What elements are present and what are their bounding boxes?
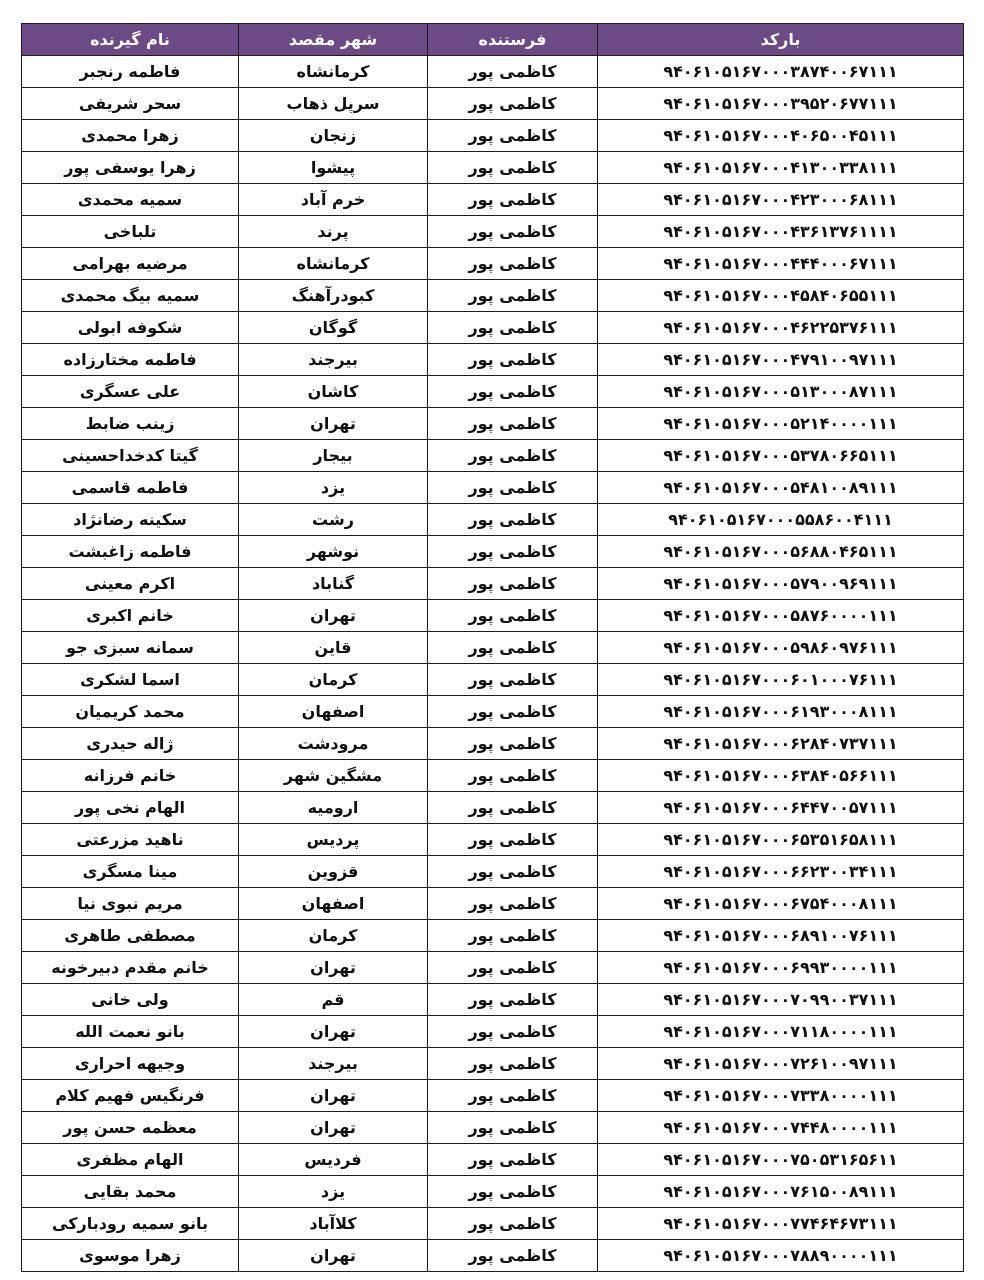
destination-city-cell: زنجان (239, 120, 428, 152)
sender-cell: کاظمی پور (428, 1176, 598, 1208)
header-recipient-name: نام گیرنده (22, 24, 239, 56)
sender-cell: کاظمی پور (428, 568, 598, 600)
destination-city-cell: سرپل ذهاب (239, 88, 428, 120)
barcode-cell: ۹۴۰۶۱۰۵۱۶۷۰۰۰۴۳۶۱۳۷۶۱۱۱۱ (598, 216, 964, 248)
barcode-cell: ۹۴۰۶۱۰۵۱۶۷۰۰۰۶۱۹۳۰۰۰۸۱۱۱ (598, 696, 964, 728)
barcode-cell: ۹۴۰۶۱۰۵۱۶۷۰۰۰۵۸۷۶۰۰۰۰۱۱۱ (598, 600, 964, 632)
barcode-cell: ۹۴۰۶۱۰۵۱۶۷۰۰۰۴۷۹۱۰۰۹۷۱۱۱ (598, 344, 964, 376)
destination-city-cell: کرمانشاه (239, 56, 428, 88)
barcode-cell: ۹۴۰۶۱۰۵۱۶۷۰۰۰۵۹۸۶۰۹۷۶۱۱۱ (598, 632, 964, 664)
recipient-name-cell: وجیهه احراری (22, 1048, 239, 1080)
table-row (22, 920, 964, 952)
recipient-name-cell: تلباخی (22, 216, 239, 248)
barcode-cell: ۹۴۰۶۱۰۵۱۶۷۰۰۰۶۸۹۱۰۰۷۶۱۱۱ (598, 920, 964, 952)
barcode-cell: ۹۴۰۶۱۰۵۱۶۷۰۰۰۶۰۱۰۰۰۷۶۱۱۱ (598, 664, 964, 696)
sender-cell: کاظمی پور (428, 1048, 598, 1080)
sender-cell: کاظمی پور (428, 920, 598, 952)
recipient-name-cell: سمانه سبزی جو (22, 632, 239, 664)
sender-cell: کاظمی پور (428, 440, 598, 472)
table-row (22, 344, 964, 376)
recipient-name-cell: خانم فرزانه (22, 760, 239, 792)
sender-cell: کاظمی پور (428, 728, 598, 760)
table-row (22, 792, 964, 824)
table-row (22, 824, 964, 856)
barcode-cell: ۹۴۰۶۱۰۵۱۶۷۰۰۰۵۶۸۸۰۴۶۵۱۱۱ (598, 536, 964, 568)
table-row (22, 1016, 964, 1048)
sender-cell: کاظمی پور (428, 760, 598, 792)
barcode-cell: ۹۴۰۶۱۰۵۱۶۷۰۰۰۷۵۰۵۳۱۶۵۶۱۱ (598, 1144, 964, 1176)
table-row (22, 184, 964, 216)
sender-cell: کاظمی پور (428, 56, 598, 88)
shipments-table (21, 23, 964, 1272)
barcode-cell: ۹۴۰۶۱۰۵۱۶۷۰۰۰۴۵۸۴۰۶۵۵۱۱۱ (598, 280, 964, 312)
recipient-name-cell: شکوفه ابولی (22, 312, 239, 344)
sender-cell: کاظمی پور (428, 1112, 598, 1144)
barcode-cell: ۹۴۰۶۱۰۵۱۶۷۰۰۰۵۴۸۱۰۰۸۹۱۱۱ (598, 472, 964, 504)
destination-city-cell: کبودرآهنگ (239, 280, 428, 312)
destination-city-cell: گناباد (239, 568, 428, 600)
barcode-cell: ۹۴۰۶۱۰۵۱۶۷۰۰۰۶۳۸۴۰۵۶۶۱۱۱ (598, 760, 964, 792)
recipient-name-cell: اکرم معینی (22, 568, 239, 600)
table-row (22, 1080, 964, 1112)
table-row (22, 1048, 964, 1080)
recipient-name-cell: مینا مسگری (22, 856, 239, 888)
sender-cell: کاظمی پور (428, 88, 598, 120)
sender-cell: کاظمی پور (428, 952, 598, 984)
sender-cell: کاظمی پور (428, 1240, 598, 1272)
destination-city-cell: تهران (239, 1112, 428, 1144)
sender-cell: کاظمی پور (428, 824, 598, 856)
table-row (22, 600, 964, 632)
recipient-name-cell: زینب ضابط (22, 408, 239, 440)
sender-cell: کاظمی پور (428, 344, 598, 376)
barcode-cell: ۹۴۰۶۱۰۵۱۶۷۰۰۰۴۲۳۰۰۰۶۸۱۱۱ (598, 184, 964, 216)
recipient-name-cell: فاطمه قاسمی (22, 472, 239, 504)
barcode-cell: ۹۴۰۶۱۰۵۱۶۷۰۰۰۶۶۲۳۰۰۳۴۱۱۱ (598, 856, 964, 888)
barcode-cell: ۹۴۰۶۱۰۵۱۶۷۰۰۰۷۳۳۸۰۰۰۰۱۱۱ (598, 1080, 964, 1112)
table-row (22, 312, 964, 344)
recipient-name-cell: بانو نعمت الله (22, 1016, 239, 1048)
barcode-cell: ۹۴۰۶۱۰۵۱۶۷۰۰۰۷۰۹۹۰۰۳۷۱۱۱ (598, 984, 964, 1016)
sender-cell: کاظمی پور (428, 504, 598, 536)
destination-city-cell: پیشوا (239, 152, 428, 184)
table-row (22, 440, 964, 472)
table-row (22, 696, 964, 728)
header-row (22, 24, 964, 56)
table-row (22, 856, 964, 888)
barcode-cell: ۹۴۰۶۱۰۵۱۶۷۰۰۰۷۲۶۱۰۰۹۷۱۱۱ (598, 1048, 964, 1080)
table-row (22, 472, 964, 504)
sender-cell: کاظمی پور (428, 792, 598, 824)
destination-city-cell: تهران (239, 952, 428, 984)
sender-cell: کاظمی پور (428, 888, 598, 920)
table-row (22, 984, 964, 1016)
barcode-cell: ۹۴۰۶۱۰۵۱۶۷۰۰۰۶۲۸۴۰۷۳۷۱۱۱ (598, 728, 964, 760)
table-row (22, 248, 964, 280)
destination-city-cell: تهران (239, 1016, 428, 1048)
sender-cell: کاظمی پور (428, 216, 598, 248)
barcode-cell: ۹۴۰۶۱۰۵۱۶۷۰۰۰۶۴۴۷۰۰۵۷۱۱۱ (598, 792, 964, 824)
destination-city-cell: کلاآباد (239, 1208, 428, 1240)
recipient-name-cell: علی عسگری (22, 376, 239, 408)
sender-cell: کاظمی پور (428, 120, 598, 152)
table-row (22, 408, 964, 440)
table-row (22, 504, 964, 536)
destination-city-cell: کرمانشاه (239, 248, 428, 280)
recipient-name-cell: مرضیه بهرامی (22, 248, 239, 280)
table-row (22, 760, 964, 792)
barcode-cell: ۹۴۰۶۱۰۵۱۶۷۰۰۰۶۷۵۴۰۰۰۸۱۱۱ (598, 888, 964, 920)
destination-city-cell: اصفهان (239, 888, 428, 920)
header-destination-city: شهر مقصد (239, 24, 428, 56)
barcode-cell: ۹۴۰۶۱۰۵۱۶۷۰۰۰۷۸۸۹۰۰۰۰۱۱۱ (598, 1240, 964, 1272)
destination-city-cell: ارومیه (239, 792, 428, 824)
table-row (22, 376, 964, 408)
recipient-name-cell: زهرا یوسفی پور (22, 152, 239, 184)
barcode-cell: ۹۴۰۶۱۰۵۱۶۷۰۰۰۷۶۱۵۰۰۸۹۱۱۱ (598, 1176, 964, 1208)
destination-city-cell: کرمان (239, 920, 428, 952)
recipient-name-cell: ولی خانی (22, 984, 239, 1016)
recipient-name-cell: گیتا کدخداحسینی (22, 440, 239, 472)
sender-cell: کاظمی پور (428, 312, 598, 344)
destination-city-cell: بیجار (239, 440, 428, 472)
destination-city-cell: تهران (239, 1080, 428, 1112)
recipient-name-cell: مریم نبوی نیا (22, 888, 239, 920)
barcode-cell: ۹۴۰۶۱۰۵۱۶۷۰۰۰۳۹۵۲۰۶۷۷۱۱۱ (598, 88, 964, 120)
sender-cell: کاظمی پور (428, 248, 598, 280)
barcode-cell: ۹۴۰۶۱۰۵۱۶۷۰۰۰۵۳۷۸۰۶۶۵۱۱۱ (598, 440, 964, 472)
table-row (22, 888, 964, 920)
header-sender: فرستنده (428, 24, 598, 56)
sender-cell: کاظمی پور (428, 1080, 598, 1112)
barcode-cell: ۹۴۰۶۱۰۵۱۶۷۰۰۰۵۲۱۴۰۰۰۰۱۱۱ (598, 408, 964, 440)
destination-city-cell: قاین (239, 632, 428, 664)
recipient-name-cell: فاطمه مختارزاده (22, 344, 239, 376)
recipient-name-cell: سحر شریفی (22, 88, 239, 120)
barcode-cell: ۹۴۰۶۱۰۵۱۶۷۰۰۰۷۷۴۶۴۶۷۳۱۱۱ (598, 1208, 964, 1240)
sender-cell: کاظمی پور (428, 856, 598, 888)
destination-city-cell: پرند (239, 216, 428, 248)
recipient-name-cell: الهام مظفری (22, 1144, 239, 1176)
destination-city-cell: یزد (239, 1176, 428, 1208)
destination-city-cell: مرودشت (239, 728, 428, 760)
recipient-name-cell: زهرا موسوی (22, 1240, 239, 1272)
header-barcode: بارکد (598, 24, 964, 56)
sender-cell: کاظمی پور (428, 184, 598, 216)
barcode-cell: ۹۴۰۶۱۰۵۱۶۷۰۰۰۴۶۲۲۵۳۷۶۱۱۱ (598, 312, 964, 344)
destination-city-cell: تهران (239, 600, 428, 632)
destination-city-cell: رشت (239, 504, 428, 536)
table-row (22, 1144, 964, 1176)
barcode-cell: ۹۴۰۶۱۰۵۱۶۷۰۰۰۷۱۱۸۰۰۰۰۱۱۱ (598, 1016, 964, 1048)
recipient-name-cell: فاطمه رنجبر (22, 56, 239, 88)
table-row (22, 1240, 964, 1272)
recipient-name-cell: سمیه بیگ محمدی (22, 280, 239, 312)
sender-cell: کاظمی پور (428, 1144, 598, 1176)
recipient-name-cell: فاطمه زاغبشت (22, 536, 239, 568)
table-row (22, 1176, 964, 1208)
sender-cell: کاظمی پور (428, 280, 598, 312)
table-row (22, 120, 964, 152)
barcode-cell: ۹۴۰۶۱۰۵۱۶۷۰۰۰۴۴۴۰۰۰۶۷۱۱۱ (598, 248, 964, 280)
barcode-cell: ۹۴۰۶۱۰۵۱۶۷۰۰۰۶۹۹۳۰۰۰۰۱۱۱ (598, 952, 964, 984)
recipient-name-cell: سمیه محمدی (22, 184, 239, 216)
sender-cell: کاظمی پور (428, 1208, 598, 1240)
barcode-cell: ۹۴۰۶۱۰۵۱۶۷۰۰۰۴۱۳۰۰۳۳۸۱۱۱ (598, 152, 964, 184)
destination-city-cell: بیرجند (239, 1048, 428, 1080)
destination-city-cell: نوشهر (239, 536, 428, 568)
table-row (22, 664, 964, 696)
destination-city-cell: قم (239, 984, 428, 1016)
barcode-cell: ۹۴۰۶۱۰۵۱۶۷۰۰۰۵۵۸۶۰۰۴۱۱۱ (598, 504, 964, 536)
destination-city-cell: کرمان (239, 664, 428, 696)
recipient-name-cell: معظمه حسن پور (22, 1112, 239, 1144)
table-row (22, 632, 964, 664)
recipient-name-cell: الهام نخی پور (22, 792, 239, 824)
barcode-cell: ۹۴۰۶۱۰۵۱۶۷۰۰۰۵۷۹۰۰۹۶۹۱۱۱ (598, 568, 964, 600)
barcode-cell: ۹۴۰۶۱۰۵۱۶۷۰۰۰۳۸۷۴۰۰۶۷۱۱۱ (598, 56, 964, 88)
table-header (22, 24, 964, 56)
destination-city-cell: تهران (239, 408, 428, 440)
table-row (22, 280, 964, 312)
table-row (22, 88, 964, 120)
destination-city-cell: یزد (239, 472, 428, 504)
recipient-name-cell: اسما لشکری (22, 664, 239, 696)
destination-city-cell: خرم آباد (239, 184, 428, 216)
destination-city-cell: اصفهان (239, 696, 428, 728)
sender-cell: کاظمی پور (428, 632, 598, 664)
table-row (22, 152, 964, 184)
destination-city-cell: پردیس (239, 824, 428, 856)
table-row (22, 56, 964, 88)
recipient-name-cell: بانو سمیه رودبارکی (22, 1208, 239, 1240)
sender-cell: کاظمی پور (428, 408, 598, 440)
barcode-cell: ۹۴۰۶۱۰۵۱۶۷۰۰۰۴۰۶۵۰۰۴۵۱۱۱ (598, 120, 964, 152)
sender-cell: کاظمی پور (428, 696, 598, 728)
sender-cell: کاظمی پور (428, 1016, 598, 1048)
barcode-cell: ۹۴۰۶۱۰۵۱۶۷۰۰۰۵۱۳۰۰۰۸۷۱۱۱ (598, 376, 964, 408)
recipient-name-cell: زهرا محمدی (22, 120, 239, 152)
sender-cell: کاظمی پور (428, 376, 598, 408)
recipient-name-cell: مصطفی طاهری (22, 920, 239, 952)
recipient-name-cell: محمد کریمیان (22, 696, 239, 728)
table-row (22, 216, 964, 248)
table-row (22, 952, 964, 984)
sender-cell: کاظمی پور (428, 152, 598, 184)
table-row (22, 1112, 964, 1144)
sender-cell: کاظمی پور (428, 536, 598, 568)
destination-city-cell: فردیس (239, 1144, 428, 1176)
recipient-name-cell: محمد بقایی (22, 1176, 239, 1208)
barcode-cell: ۹۴۰۶۱۰۵۱۶۷۰۰۰۷۴۴۸۰۰۰۰۱۱۱ (598, 1112, 964, 1144)
recipient-name-cell: ناهید مزرعتی (22, 824, 239, 856)
table-row (22, 1208, 964, 1240)
destination-city-cell: کاشان (239, 376, 428, 408)
recipient-name-cell: سکینه رضانژاد (22, 504, 239, 536)
barcode-cell: ۹۴۰۶۱۰۵۱۶۷۰۰۰۶۵۳۵۱۶۵۸۱۱۱ (598, 824, 964, 856)
recipient-name-cell: فرنگیس فهیم کلام (22, 1080, 239, 1112)
recipient-name-cell: ژاله حیدری (22, 728, 239, 760)
table-row (22, 728, 964, 760)
sender-cell: کاظمی پور (428, 984, 598, 1016)
sender-cell: کاظمی پور (428, 472, 598, 504)
recipient-name-cell: خانم مقدم دبیرخونه (22, 952, 239, 984)
sender-cell: کاظمی پور (428, 600, 598, 632)
recipient-name-cell: خانم اکبری (22, 600, 239, 632)
sender-cell: کاظمی پور (428, 664, 598, 696)
destination-city-cell: مشگین شهر (239, 760, 428, 792)
destination-city-cell: گوگان (239, 312, 428, 344)
destination-city-cell: بیرجند (239, 344, 428, 376)
destination-city-cell: قزوین (239, 856, 428, 888)
table-body (22, 56, 964, 1272)
table-row (22, 536, 964, 568)
destination-city-cell: تهران (239, 1240, 428, 1272)
table-row (22, 568, 964, 600)
